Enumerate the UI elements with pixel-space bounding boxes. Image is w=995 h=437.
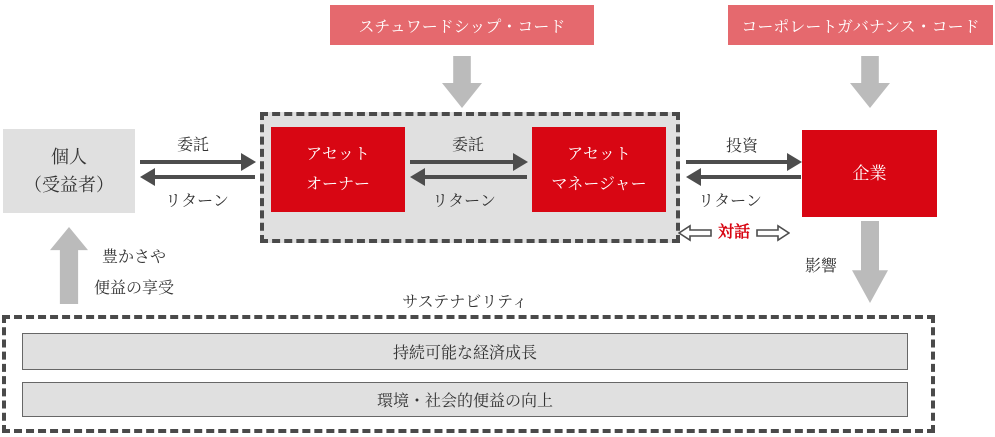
asset-manager-line1: アセット	[567, 145, 631, 163]
impact-label: 影響	[804, 258, 837, 275]
entrust-arrow-line-2	[410, 160, 513, 164]
sustainability-item-benefit	[22, 382, 908, 417]
entrust-label-individual-owner: 委託	[176, 137, 209, 154]
sustainability-item-growth-label: 持続可能な経済成長	[392, 345, 537, 362]
return-arrow-line-1	[155, 175, 255, 179]
invest-arrow-line	[686, 160, 787, 164]
invest-arrow-head	[787, 153, 802, 171]
entrust-arrow-head-1	[241, 153, 256, 171]
return-label-manager-company: リターン	[698, 193, 762, 210]
dialogue-label: 対話	[717, 224, 750, 241]
benefit-label-line2: 便益の享受	[93, 280, 174, 297]
governance-code-banner	[728, 5, 993, 45]
asset-manager-node	[532, 127, 666, 212]
benefit-label	[84, 242, 184, 304]
benefit-up-arrow-icon	[50, 227, 88, 304]
entrust-label-owner-manager: 委託	[451, 137, 484, 154]
governance-code-label: コーポレートガバナンス・コード	[741, 18, 980, 36]
return-label-owner-manager: リターン	[432, 193, 496, 210]
benefit-label-line1: 豊かさや	[101, 249, 166, 266]
asset-manager-line2: マネージャー	[551, 175, 647, 193]
individual-node	[3, 129, 135, 213]
return-arrow-head-3	[686, 168, 701, 186]
return-arrow-head-2	[410, 168, 425, 186]
sustainability-item-growth	[22, 333, 908, 370]
return-arrow-line-3	[701, 175, 801, 179]
governance-down-arrow-icon	[850, 56, 890, 108]
asset-owner-line1: アセット	[306, 145, 370, 163]
entrust-arrow-head-2	[513, 153, 528, 171]
return-arrow-head-1	[140, 168, 155, 186]
stewardship-down-arrow-icon	[442, 56, 482, 108]
return-label-individual-owner: リターン	[165, 193, 229, 210]
stewardship-code-label: スチュワードシップ・コード	[358, 18, 566, 36]
asset-owner-line2: オーナー	[305, 175, 370, 193]
asset-owner-node	[271, 127, 405, 212]
dialogue-right-arrow-icon	[756, 224, 790, 242]
sustainability-item-benefit-label: 環境・社会的便益の向上	[376, 393, 553, 410]
impact-down-arrow-icon	[852, 221, 888, 303]
company-node	[802, 130, 937, 217]
stewardship-code-banner	[330, 5, 594, 45]
invest-label: 投資	[725, 138, 758, 155]
individual-line1: 個人	[51, 147, 87, 167]
dialogue-left-arrow-icon	[678, 224, 712, 242]
entrust-arrow-line-1	[140, 160, 241, 164]
sustainability-title: サステナビリティ	[402, 294, 528, 311]
return-arrow-line-2	[425, 175, 527, 179]
individual-line2: （受益者）	[24, 175, 114, 195]
company-label: 企業	[852, 163, 887, 183]
